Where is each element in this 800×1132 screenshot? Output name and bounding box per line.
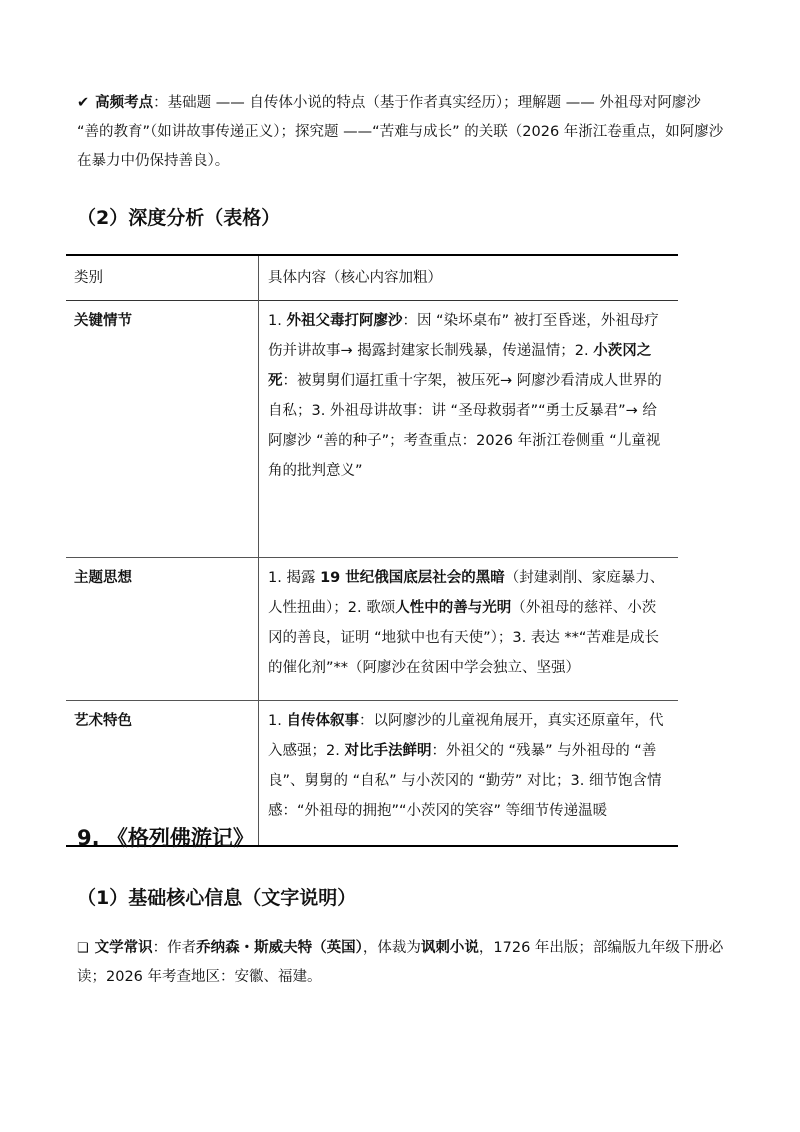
bold-text: 19 世纪俄国底层社会的黑暗 [320, 570, 505, 586]
section-basic-info-heading: （1）基础核心信息（文字说明） [77, 887, 357, 909]
text: （外祖母的慈祥、小茨冈的善良，证明 “地狱中也有天使”）；3. 表达 **“苦难是成长的催化剂”**（阿廖沙在贫困中学会独立、坚强） [268, 600, 659, 676]
bold-text: 外祖父毒打阿廖沙 [286, 313, 403, 329]
checkbox-icon: ❑ [77, 941, 89, 956]
header-category: 类别 [74, 270, 103, 286]
text: （封建剥削、家庭暴力、人性扭曲）；2. 歌颂 [268, 570, 665, 616]
row-content [259, 558, 679, 701]
high-frequency-points-paragraph [77, 89, 725, 176]
text: ：被舅舅们逼扛重十字架，被压死→ 阿廖沙看清成人世界的自私；3. 外祖母讲故事：讲 “圣母救弱者”“勇士反暴君”→ 给阿廖沙 “善的种子”；考查重点：2026 年浙江卷侧重 “儿童视角的批判意义” [268, 373, 662, 479]
high-frequency-text: ：基础题 —— 自传体小说的特点（基于作者真实经历）；理解题 —— 外祖母对阿廖沙 “善的教育”（如讲故事传递正义）；探究题 ——“苦难与成长” 的关联（2026 年浙江卷重点，如阿廖沙在暴力中仍保持善良）。 [77, 95, 724, 169]
section-deep-analysis-heading: （2）深度分析（表格） [77, 207, 281, 229]
chapter-heading: 9. 《格列佛游记》 [77, 826, 254, 850]
table-row [66, 558, 678, 701]
text: ：外祖父的 “残暴” 与外祖母的 “善良”、舅舅的 “自私” 与小茨冈的 “勤劳” 对比；3. 细节饱含情感：“外祖母的拥抱”“小茨冈的笑容” 等细节传递温暖 [268, 743, 662, 819]
row-content [259, 301, 679, 558]
genre-name: 讽刺小说 [420, 940, 479, 956]
text: ：以阿廖沙的儿童视角展开，真实还原童年，代入感强；2. [268, 713, 664, 759]
text: 1. [268, 313, 287, 329]
literary-text-2: ，体裁为 [362, 940, 421, 956]
bold-text: 小茨冈之死 [268, 343, 652, 389]
literary-knowledge-paragraph [77, 934, 725, 992]
bold-text: 自传体叙事 [286, 713, 359, 729]
literary-label: 文学常识 [94, 940, 153, 956]
row-category: 艺术特色 [74, 713, 132, 729]
row-category: 主题思想 [74, 570, 132, 586]
bold-text: 人性中的善与光明 [395, 600, 512, 616]
bold-text: 对比手法鲜明 [344, 743, 432, 759]
text: 1. [268, 713, 287, 729]
header-content: 具体内容（核心内容加粗） [259, 255, 679, 301]
high-frequency-label: 高频考点 [95, 95, 154, 111]
table-row [66, 301, 678, 558]
table-header-row [66, 255, 678, 301]
checkmark-icon: ✔ [77, 95, 90, 111]
analysis-table [66, 254, 678, 847]
row-category: 关键情节 [74, 313, 132, 329]
row-content [259, 701, 679, 846]
literary-text-1: ：作者 [152, 940, 197, 956]
text: 1. 揭露 [268, 570, 321, 586]
author-name: 乔纳森・斯威夫特（英国） [196, 940, 363, 956]
text: ：因 “染坏桌布” 被打至昏迷，外祖母疗伤并讲故事→ 揭露封建家长制残暴，传递温情；2. [268, 313, 659, 359]
literary-text-3: ，1726 年出版；部编版九年级下册必读；2026 年考查地区：安徽、福建。 [77, 940, 724, 985]
